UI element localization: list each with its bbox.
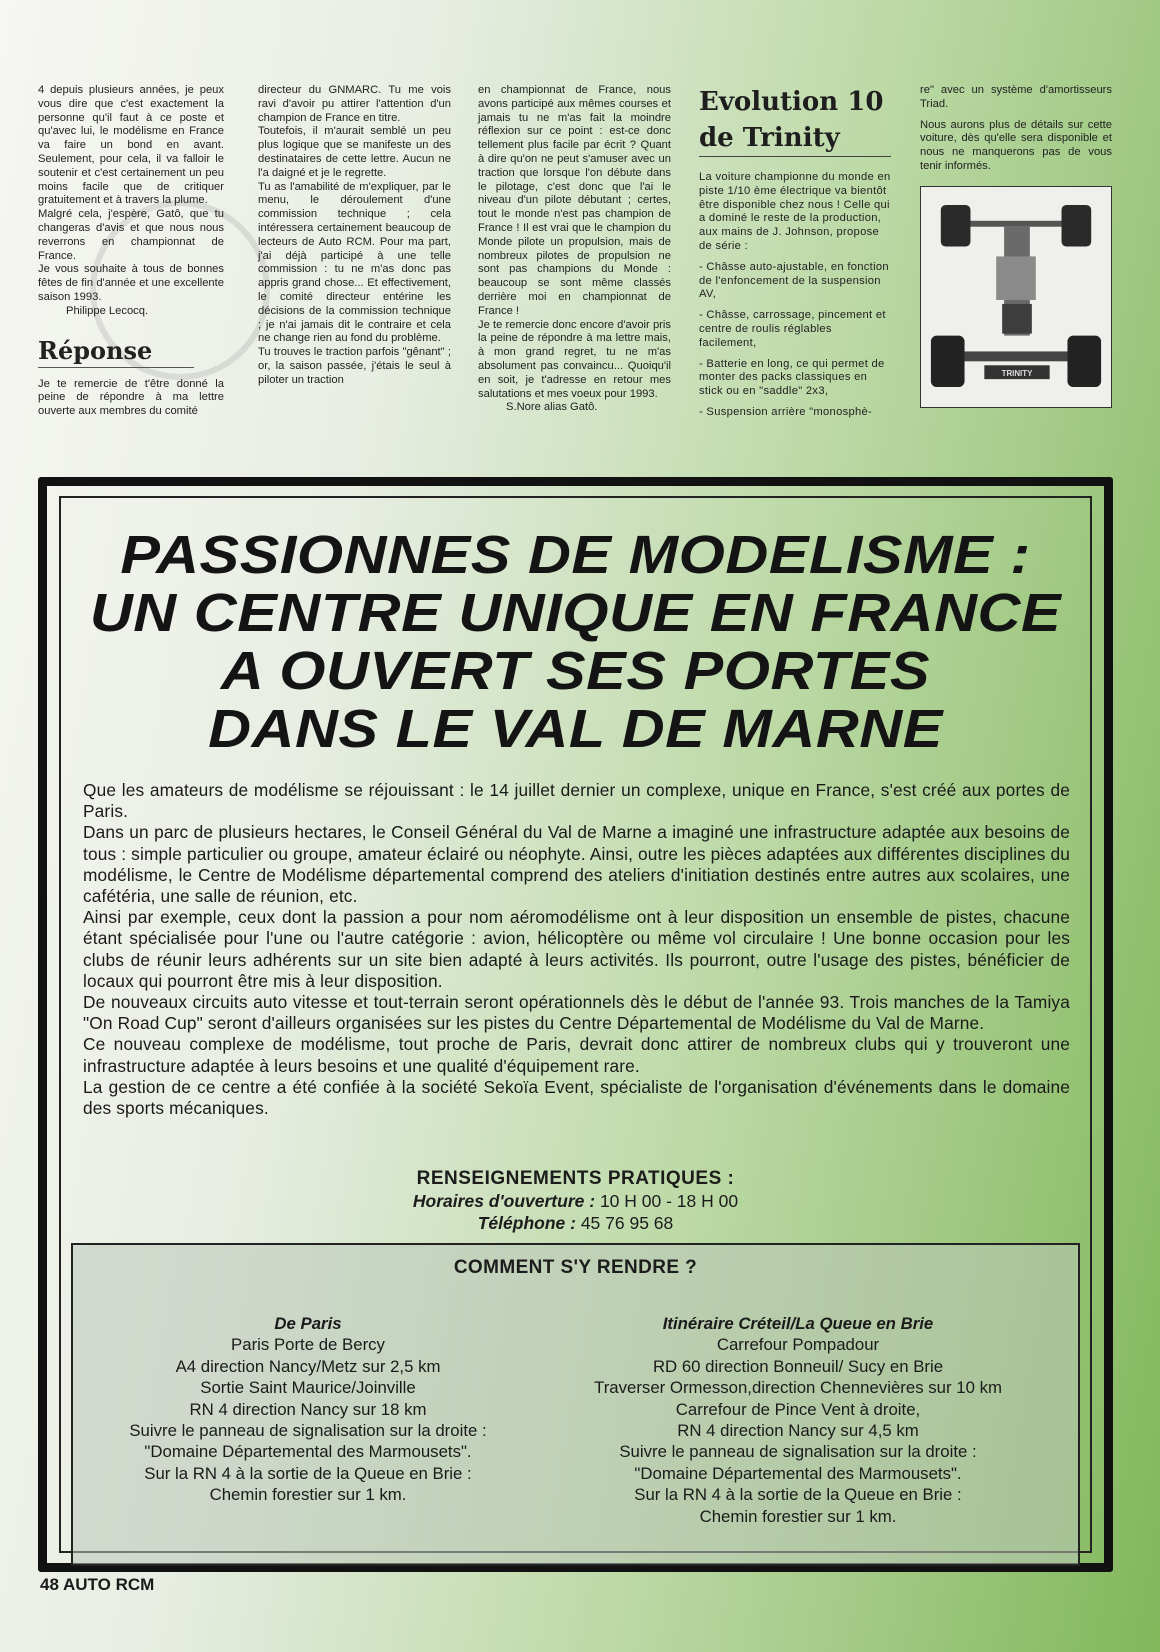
headline-line: UN CENTRE UNIQUE EN FRANCE: [89, 583, 1062, 643]
telephone: [61, 1212, 1090, 1234]
headline-line: A OUVERT SES PORTES: [220, 641, 931, 701]
bullet-item: - Châsse, carrossage, pincement et centre de roulis réglables facilement,: [699, 309, 886, 349]
directions-heading: COMMENT S'Y RENDRE ?: [453, 1257, 698, 1278]
car-chassis-photo: [920, 186, 1112, 408]
paragraph: Tu trouves le traction parfois "gênant" ; or, la saison passée, j'étais le seul à piloter un traction: [258, 346, 451, 386]
paragraph: Ainsi par exemple, ceux dont la passion a pour nom aéromodélisme ont à leur disposition un ensemble de pistes, chacune étant spécialisée pour l'une ou l'autre catégorie : avion, hélicoptère ou même vol circulaire ! Une bonne occasion pour les clubs de réunir leurs adhérents sur un site bien adapté à leurs activités. Ils pourront, outre l'usage des pistes, bénéficier de locaux qui pourront être mis à leur disposition.: [83, 907, 1070, 991]
section-heading-reponse: Réponse: [38, 335, 194, 368]
paragraph: re" avec un système d'amortisseurs Triad.: [920, 84, 1112, 110]
route-step: Suivre le panneau de signalisation sur la droite :: [619, 1442, 977, 1462]
phone-value: 45 76 95 68: [580, 1213, 674, 1233]
opening-hours: [61, 1190, 1090, 1212]
route-step: "Domaine Départemental des Marmousets".: [634, 1463, 962, 1483]
advertisement-box: [38, 477, 1113, 1572]
route-step: Chemin forestier sur 1 km.: [699, 1506, 897, 1526]
phone-label: Téléphone :: [477, 1213, 576, 1233]
paragraph: directeur du GNMARC. Tu me vois ravi d'avoir pu attirer l'attention d'un champion de France en titre.: [258, 84, 451, 124]
advertisement-inner-frame: [59, 496, 1092, 1553]
paragraph: 4 depuis plusieurs années, je peux vous dire que c'est exactement la personne qu'il faut à ce poste et qu'avec lui, le modélisme en France va faire un bond en avant. Seulement, pour cela, il va falloir le soutenir et c'est certainement un peu moins facile que de critiquer gratuitement et à travers la plume.: [38, 84, 224, 207]
practical-info: [61, 1168, 1090, 1234]
article-column-5: [920, 84, 1112, 408]
page-footer: 48 AUTO RCM: [40, 1575, 155, 1594]
paragraph: Malgré cela, j'espère, Gatô, que tu changeras d'avis et que nous nous reverrons en championnat de France.: [38, 208, 224, 262]
hours-value: 10 H 00 - 18 H 00: [599, 1191, 739, 1211]
route-step: Carrefour Pompadour: [716, 1335, 880, 1355]
chassis-illustration: [921, 187, 1111, 407]
directions-box: [71, 1243, 1080, 1566]
bullet-item: - Châsse auto-ajustable, en fonction de l'enfoncement de la suspension AV,: [699, 260, 889, 301]
ad-headline: [10, 526, 1142, 758]
paragraph: Tu as l'amabilité de m'expliquer, par le menu, le déroulement d'une commission technique ; cela intéressera certainement beaucoup de lecteurs de Auto RCM. Pour ma part, j'ai déjà participé à une telle commission : tu ne m'as donc pas appris grand chose... Et effectivement, le comité directeur entérine les décisions de la commission technique ; je n'ai jamais dit le contraire et cela ne change rien au fond du problème.: [258, 180, 451, 345]
route-heading: Itinéraire Créteil/La Queue en Brie: [662, 1314, 934, 1333]
route-step: Sur la RN 4 à la sortie de la Queue en Brie :: [144, 1463, 472, 1483]
route-step: RN 4 direction Nancy sur 18 km: [189, 1399, 427, 1419]
route-step: A4 direction Nancy/Metz sur 2,5 km: [175, 1356, 441, 1376]
brand-label: TRINITY: [1001, 368, 1033, 378]
heading-line: de Trinity: [699, 123, 840, 153]
headline-line: PASSIONNES DE MODELISME :: [120, 525, 1031, 585]
route-step: Sortie Saint Maurice/Joinville: [200, 1378, 416, 1398]
ad-body-text: [83, 780, 1070, 1119]
route-step: Carrefour de Pince Vent à droite,: [675, 1399, 921, 1419]
route-step: RD 60 direction Bonneuil/ Sucy en Brie: [652, 1356, 944, 1376]
paragraph: Je te remercie donc encore d'avoir pris la peine de répondre à ma lettre mais, à mon grand regret, tu ne m'as absolument pas convaincu... Quoiqu'il en soit, je t'adresse en retour mes salutations et mes voeux pour 1993.: [478, 318, 671, 400]
route-step: Suivre le panneau de signalisation sur la droite :: [129, 1421, 487, 1441]
paragraph: De nouveaux circuits auto vitesse et tout-terrain seront opérationnels dès le début de l'année 93. Trois manches de la Tamiya "On Road Cup" seront d'ailleurs organisées sur les pistes du Centre Départemental de Modélisme du Val de Marne.: [83, 992, 1070, 1034]
bullet-item: - Batterie en long, ce qui permet de monter des packs classiques en stick ou en "saddle" 2x3,: [699, 357, 885, 398]
article-column-1: [38, 84, 224, 419]
route-step: Sur la RN 4 à la sortie de la Queue en Brie :: [634, 1485, 962, 1505]
directions-from-creteil: [563, 1313, 1033, 1527]
signature: S.Nore alias Gatô.: [506, 401, 598, 414]
directions-from-paris: [73, 1313, 543, 1506]
headline-line: DANS LE VAL DE MARNE: [208, 699, 943, 759]
article-column-2: [258, 84, 451, 388]
paragraph: La gestion de ce centre a été confiée à la société Sekoïa Event, spécialiste de l'organisation d'événements dans le domaine des sports mécaniques.: [83, 1076, 1070, 1119]
info-heading: RENSEIGNEMENTS PRATIQUES :: [416, 1168, 735, 1189]
route-heading: De Paris: [274, 1314, 342, 1333]
bullet-item: - Suspension arrière "monosphè-: [699, 405, 873, 418]
paragraph: en championnat de France, nous avons participé aux mêmes courses et jamais tu ne m'as fait la moindre réflexion sur ce point : est-ce donc tellement plus facile par écrit ? Quant à dire qu'on ne peut s'amuser avec un traction que lorsque l'on débute dans le pilotage, c'est donc que l'ai le niveau d'un pilote débutant ; certes, tout le monde n'est pas champion de France ! Il est vrai que le champion du Monde pilote un propulsion, mais de nombreux pilotes de propulsion ne sont pas champions du Monde : beaucoup se sont même classés derrière moi en championnat de France !: [478, 84, 671, 317]
paragraph: Toutefois, il m'aurait semblé un peu plus logique que se manifeste un des destinataires de cette lettre. Aucun ne l'a daigné et je le regrette.: [258, 125, 451, 179]
paragraph: Je vous souhaite à tous de bonnes fêtes de fin d'année et une excellente saison 1993.: [38, 263, 224, 303]
article-column-4: [699, 84, 891, 420]
route-step: RN 4 direction Nancy sur 4,5 km: [677, 1421, 919, 1441]
paragraph: Je te remercie de t'être donné la peine de répondre à ma lettre ouverte aux membres du comité: [38, 377, 224, 418]
heading-line: Evolution 10: [699, 87, 884, 117]
product-heading: [699, 84, 891, 157]
hours-label: Horaires d'ouverture :: [412, 1191, 596, 1211]
route-step: Paris Porte de Bercy: [231, 1335, 385, 1355]
route-step: Traverser Ormesson,direction Chennevières sur 10 km: [594, 1378, 1002, 1398]
paragraph: Ce nouveau complexe de modélisme, tout proche de Paris, devrait donc attirer de nombreux clubs qui y trouveront une infrastructure adaptée à leurs besoins et une qualité d'équipement rare.: [83, 1034, 1070, 1076]
paragraph: Que les amateurs de modélisme se réjouissant : le 14 juillet dernier un complexe, unique en France, s'est créé aux portes de Paris.: [83, 780, 1070, 822]
paragraph: Nous aurons plus de détails sur cette voiture, dès qu'elle sera disponible et nous ne manquerons pas de vous tenir informés.: [920, 118, 1112, 172]
route-step: Chemin forestier sur 1 km.: [209, 1485, 407, 1505]
paragraph: Dans un parc de plusieurs hectares, le Conseil Général du Val de Marne a imaginé une infrastructure adaptée aux besoins de tous : simple particulier ou groupe, amateur éclairé ou néophyte. Ainsi, outre les pièces adaptées aux différentes disciplines du modélisme, le Centre de Modélisme départemental comprend des ateliers d'initiation destinés entre autres aux scolaires, une cafétéria, une salle de réunion, etc.: [83, 822, 1070, 907]
route-step: "Domaine Départemental des Marmousets".: [144, 1442, 472, 1462]
paragraph: La voiture championne du monde en piste 1/10 ème électrique va bientôt être disponible chez nous ! Celle qui a dominé le reste de la production, aux mains de J. Johnson, propose de série :: [699, 171, 891, 252]
signature: Philippe Lecocq.: [66, 304, 149, 317]
article-column-3: [478, 84, 671, 415]
